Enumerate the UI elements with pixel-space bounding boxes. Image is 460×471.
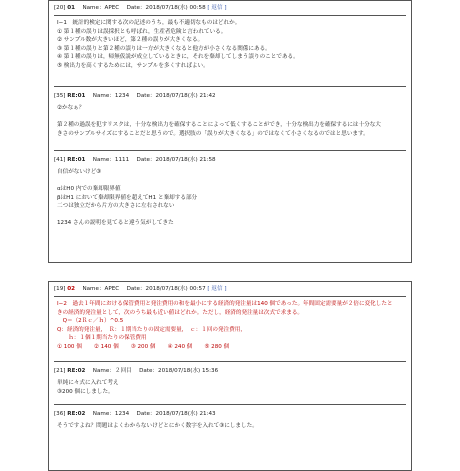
reply-link[interactable]: [ 返信 ] bbox=[207, 5, 227, 11]
reply-header bbox=[54, 156, 406, 164]
reply-header bbox=[54, 92, 406, 100]
post-author: Name：APEC bbox=[82, 5, 120, 11]
post-body bbox=[49, 16, 411, 70]
body-line: ｈ：１個１期当たりの保管費用 bbox=[57, 335, 147, 341]
body-line: 二つは独立だから片方の大きさに左右されない bbox=[57, 203, 175, 209]
post-20 bbox=[48, 0, 412, 263]
reply-author: Name：２回目 bbox=[92, 368, 132, 374]
body-line: 単純に々式に入れて考え bbox=[57, 380, 119, 386]
reply-body bbox=[54, 375, 406, 396]
answer-options bbox=[57, 343, 405, 352]
post-header bbox=[49, 282, 411, 293]
body-line: そうですよね？問題はよくわからないけどとにかく数字を入れて③にしました。 bbox=[57, 423, 258, 429]
reply-header bbox=[54, 410, 406, 418]
body-line: 自信がないけど③ bbox=[57, 169, 102, 175]
reply-number: [35] bbox=[54, 93, 66, 99]
reply-link[interactable]: [ 返信 ] bbox=[207, 286, 227, 292]
body-line: Q＝（2Ｒｃ／ｈ）^0.5 bbox=[57, 318, 124, 324]
reply-date: Date：2018/07/18(水) 15:36 bbox=[139, 368, 219, 374]
body-line: 第２種の過誤を犯すリスクは，十分な検出力を確保することによって低くすることができ，十分な検出力を確保するには十分な大 bbox=[57, 122, 381, 128]
option: ③ 200 個 bbox=[130, 343, 156, 350]
post-date: Date：2018/07/18(水) 00:57 bbox=[126, 286, 206, 292]
reply-author: Name：1234 bbox=[92, 93, 130, 99]
body-line: Ⅰ−1 統計的検定に関する次の記述のうち，最も不適切なものはどれか。 bbox=[57, 20, 241, 26]
post-number: [20] bbox=[54, 5, 66, 11]
reply-subject: RE:02 bbox=[67, 411, 86, 417]
reply-21 bbox=[54, 361, 406, 396]
body-line: ① 第１種の誤りは誤採択とも呼ばれ，生産者危険と言われている。 bbox=[57, 28, 227, 35]
post-author: Name：APEC bbox=[82, 286, 120, 292]
reply-body bbox=[54, 100, 406, 138]
reply-author: Name：1111 bbox=[92, 157, 130, 163]
reply-41 bbox=[54, 150, 406, 228]
body-line: Q：経済的発注量， Ｒ：１期当たりの固定需要量， ｃ：１回の発注費用， bbox=[57, 326, 246, 333]
body-line: ③200 個にしました。 bbox=[57, 388, 114, 395]
option: ① 100 個 bbox=[57, 343, 82, 350]
option: ② 140 個 bbox=[93, 343, 119, 350]
post-body bbox=[49, 297, 411, 351]
reply-body bbox=[54, 164, 406, 228]
body-line: ②かなぁ？ bbox=[57, 105, 85, 111]
post-number: [19] bbox=[54, 286, 66, 292]
post-header bbox=[49, 1, 411, 12]
body-line: βはH1 において棄却限界値を超えてH1 と棄却する部分 bbox=[57, 194, 198, 201]
body-line: αはH0 内での棄却限界値 bbox=[57, 186, 121, 192]
reply-number: [21] bbox=[54, 368, 66, 374]
reply-date: Date：2018/07/18(水) 21:58 bbox=[136, 157, 216, 163]
reply-author: Name：1234 bbox=[92, 411, 130, 417]
body-line: Ⅰ−2 過去１年間における保管費用と発注費用の和を最小にする経済的発注量は140 個であった。年間固定需要量が２倍に変化したと bbox=[57, 301, 393, 307]
post-19 bbox=[48, 281, 412, 471]
option: ④ 240 個 bbox=[167, 343, 193, 350]
body-line: ④ 第１種の誤りは，帰無仮説が成立しているときに，それを棄却してしまう誤りのことである。 bbox=[57, 54, 299, 60]
body-line: ⑤ 検出力を高くするためには，サンプルを多くすればよい。 bbox=[57, 62, 209, 69]
reply-35 bbox=[54, 86, 406, 138]
reply-subject: RE:02 bbox=[67, 368, 86, 374]
reply-subject: RE:01 bbox=[67, 157, 86, 163]
reply-number: [41] bbox=[54, 157, 66, 163]
reply-body bbox=[54, 418, 406, 431]
body-line: ③ 第１種の誤りと第２種の誤りは一方が大きくなると他方が小さくなる関係にある。 bbox=[57, 45, 271, 52]
option: ⑤ 280 個 bbox=[204, 343, 230, 350]
post-subject: 01 bbox=[67, 5, 76, 11]
reply-header bbox=[54, 367, 406, 375]
body-line: きの経済的発注量として，次のうち最も近い値はどれか。ただし，経済的発注量は次式で求まる。 bbox=[57, 309, 304, 316]
reply-subject: RE:01 bbox=[67, 93, 86, 99]
post-date: Date：2018/07/18(水) 00:58 bbox=[126, 5, 206, 11]
reply-date: Date：2018/07/18(水) 21:43 bbox=[136, 411, 216, 417]
post-subject: 02 bbox=[67, 286, 76, 292]
body-line: ② サンプル数が大きいほど，第２種の誤りが大きくなる。 bbox=[57, 37, 204, 43]
body-line: 1234 さんの説明を見てると違う気がしてきた bbox=[57, 220, 174, 226]
body-line: きさのサンプルサイズにすることだと思うので。選択肢の「誤りが大きくなる」のではなくて小さくなるのではと思います。 bbox=[57, 130, 369, 137]
reply-number: [36] bbox=[54, 411, 66, 417]
reply-36 bbox=[54, 404, 406, 431]
reply-date: Date：2018/07/18(水) 21:42 bbox=[136, 93, 216, 99]
